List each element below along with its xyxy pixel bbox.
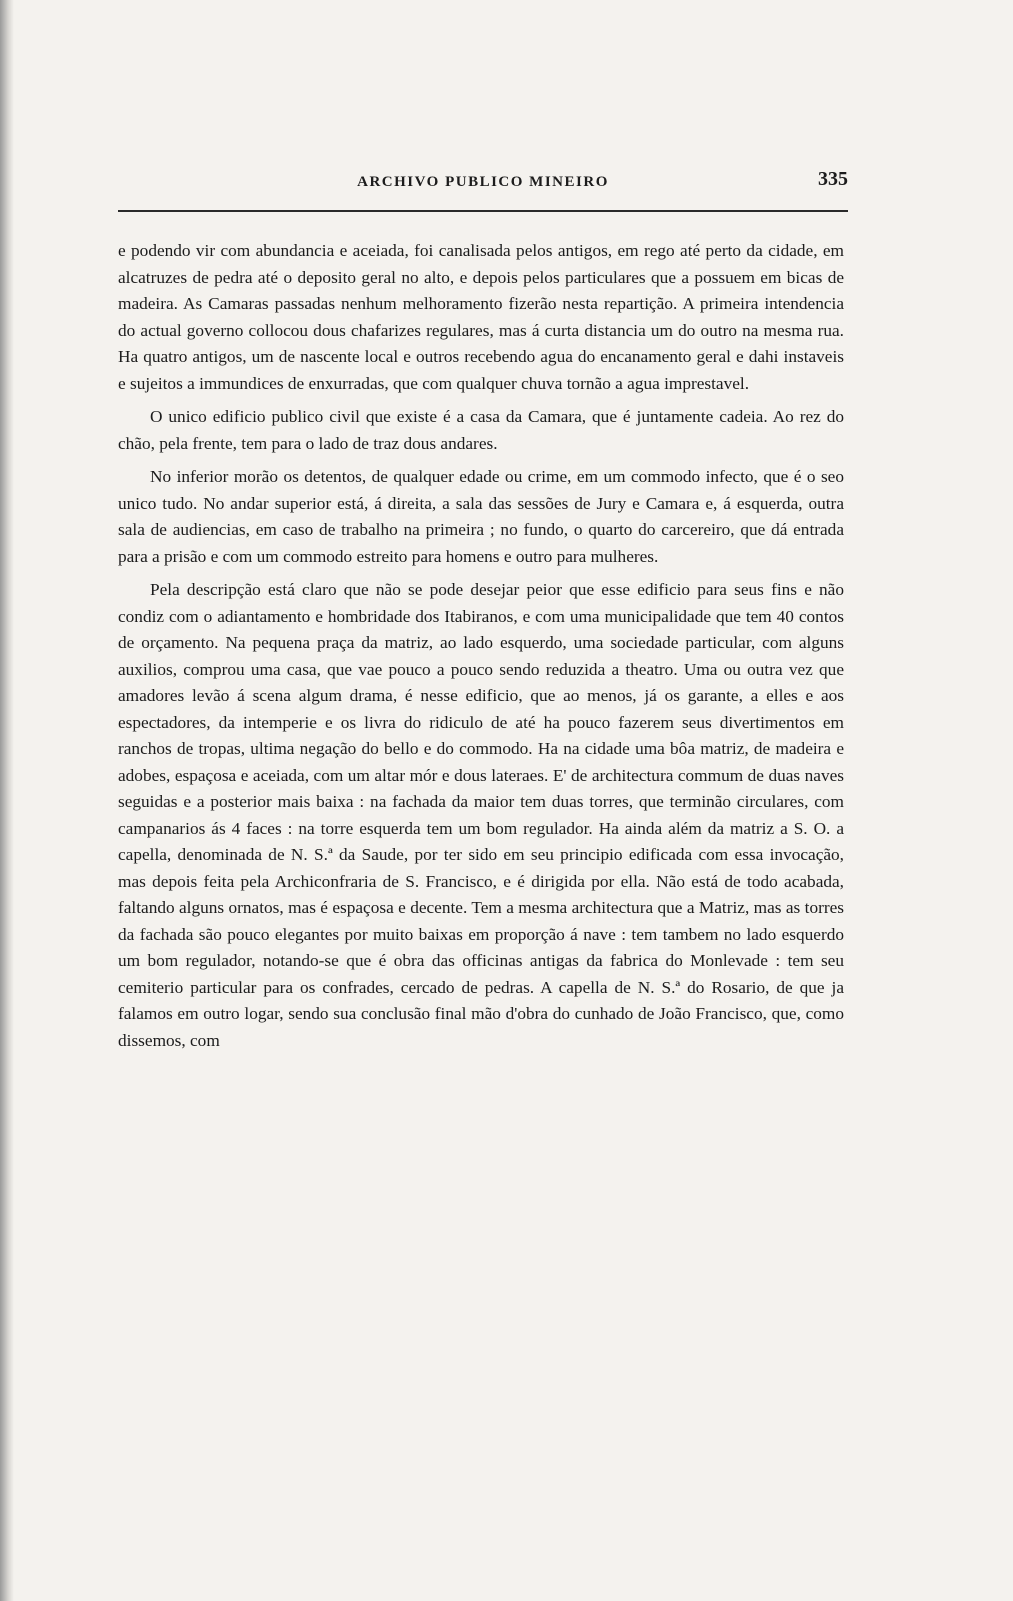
- page-header: [118, 168, 848, 204]
- paragraph-2: O unico edificio publico civil que existe é a casa da Camara, que é juntamente cadeia. Ao rez do chão, pela frente, tem para o lado de traz dous andares.: [118, 407, 844, 453]
- page-number: 335: [818, 168, 848, 190]
- body-text: [118, 238, 844, 1054]
- running-title: ARCHIVO PUBLICO MINEIRO: [357, 174, 609, 190]
- paragraph-1: e podendo vir com abundancia e aceiada, foi canalisada pelos antigos, em rego até perto da cidade, em alcatruzes de pedra até o deposito geral no alto, e depois pelos particulares que a possuem em bicas de madeira. As Camaras passadas nenhum melhoramento fizerão nesta repartição. A primeira intendencia do actual governo collocou dous chafarizes regulares, mas á curta distancia um do outro na mesma rua. Ha quatro antigos, um de nascente local e outros recebendo agua do encanamento geral e dahi instaveis e sujeitos a immundices de enxurradas, que com qualquer chuva tornão a agua imprestavel.: [118, 241, 844, 393]
- header-rule: [118, 210, 848, 212]
- paragraph-3: No inferior morão os detentos, de qualquer edade ou crime, em um commodo infecto, que é o seo unico tudo. No andar superior está, á direita, a sala das sessões de Jury e Camara e, á esquerda, outra sala de audiencias, em caso de trabalho na primeira ; no fundo, o quarto do carcereiro, que dá entrada para a prisão e com um commodo estreito para homens e outro para mulheres.: [118, 467, 844, 566]
- paragraph-4: Pela descripção está claro que não se pode desejar peior que esse edificio para seus fins e não condiz com o adiantamento e hombridade dos Itabiranos, e com uma municipalidade que tem 40 contos de orçamento. Na pequena praça da matriz, ao lado esquerdo, uma sociedade particular, com alguns auxilios, comprou uma casa, que vae pouco a pouco sendo reduzida a theatro. Uma ou outra vez que amadores levão á scena algum drama, é nesse edificio, que ao menos, já os garante, a elles e aos espectadores, da intemperie e os livra do ridiculo de até ha pouco fazerem seus divertimentos em ranchos de tropas, ultima negação do bello e do commodo. Ha na cidade uma bôa matriz, de madeira e adobes, espaçosa e aceiada, com um altar mór e dous lateraes. E' de architectura commum de duas naves seguidas e a posterior mais baixa : na fachada da maior tem duas torres, que terminão circulares, com campanarios ás 4 faces : na torre esquerda tem um bom regulador. Ha ainda além da matriz a S. O. a capella, denominada de N. S.ª da Saude, por ter sido em seu principio edificada com essa invocação, mas depois feita pela Archiconfraria de S. Francisco, e é dirigida por ella. Não está de todo acabada, faltando alguns ornatos, mas é espaçosa e decente. Tem a mesma architectura que a Matriz, mas as torres da fachada são pouco elegantes por muito baixas em proporção á nave : tem tambem no lado esquerdo um bom regulador, notando-se que é obra das officinas antigas da fabrica do Monlevade : tem seu cemiterio particular para os confrades, cercado de pedras. A capella de N. S.ª do Rosario, de que ja falamos em outro logar, sendo sua conclusão final mão d'obra do cunhado de João Francisco, que, como dissemos, com: [118, 580, 844, 1050]
- page-edge-shadow: [0, 0, 14, 1601]
